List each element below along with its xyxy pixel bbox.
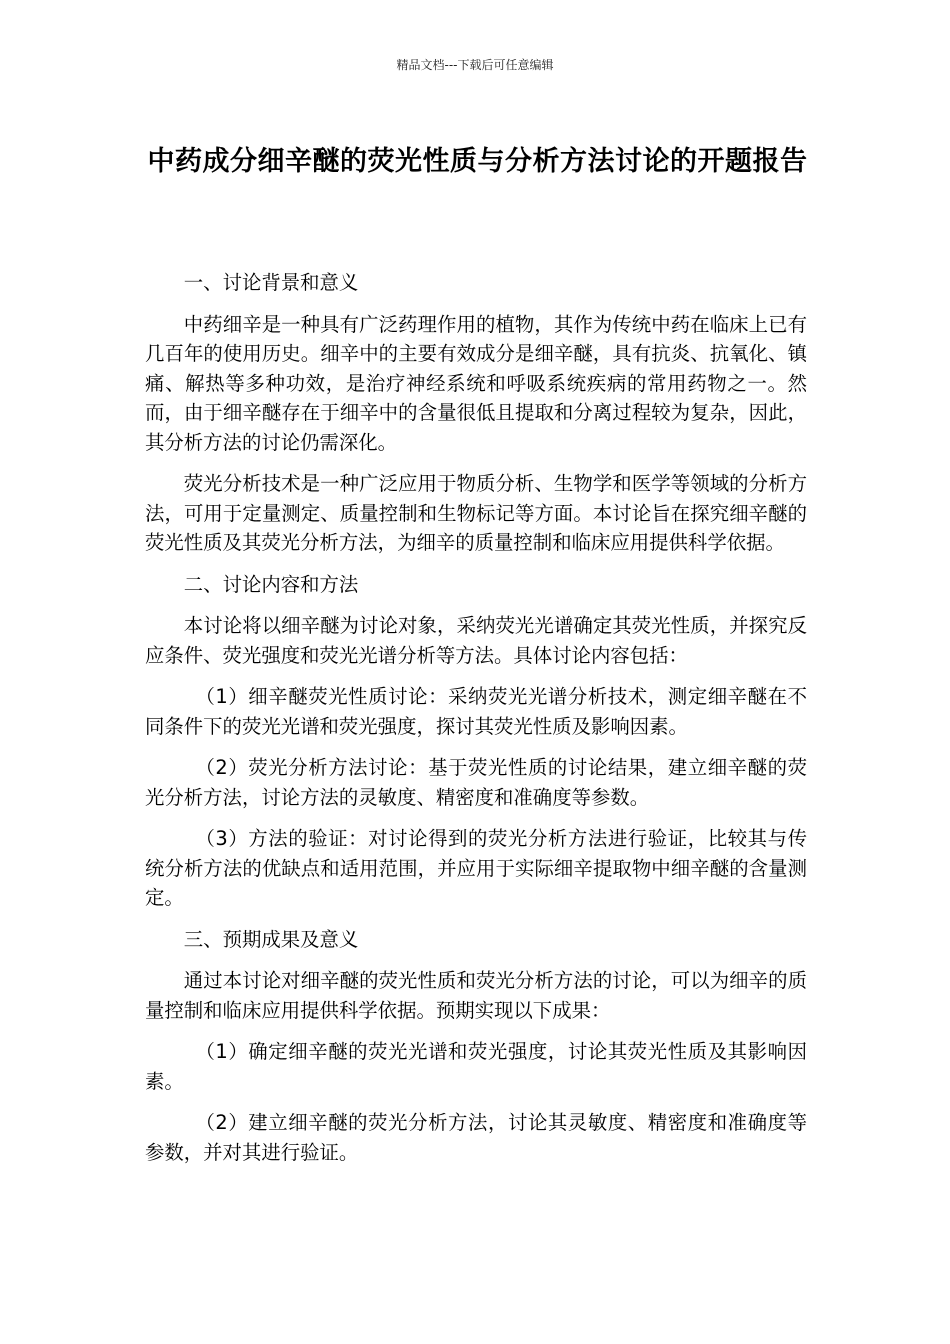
section-1-paragraph-2: 荧光分析技术是一种广泛应用于物质分析、生物学和医学等领域的分析方法，可用于定量测定、质量控制和生物标记等方面。本讨论旨在探究细辛醚的荧光性质及其荧光分析方法，为细辛的质量控制和临床应用提供科学依据。 [145, 472, 807, 554]
section-3-intro: 通过本讨论对细辛醚的荧光性质和荧光分析方法的讨论，可以为细辛的质量控制和临床应用提供科学依据。预期实现以下成果： [145, 969, 807, 1022]
document-body [145, 268, 807, 1179]
header-note: 精品文档---下载后可任意编辑 [396, 58, 554, 72]
section-2-item-3: （3）方法的验证：对讨论得到的荧光分析方法进行验证，比较其与传统分析方法的优缺点和适用范围，并应用于实际细辛提取物中细辛醚的含量测定。 [145, 827, 807, 909]
document-title: 中药成分细辛醚的荧光性质与分析方法讨论的开题报告 [147, 146, 808, 177]
section-2-intro: 本讨论将以细辛醚为讨论对象，采纳荧光光谱确定其荧光性质，并探究反应条件、荧光强度和荧光光谱分析等方法。具体讨论内容包括： [145, 614, 807, 667]
section-1-heading: 一、讨论背景和意义 [183, 271, 359, 294]
section-3-heading: 三、预期成果及意义 [183, 927, 359, 951]
section-1-paragraph-1: 中药细辛是一种具有广泛药理作用的植物，其作为传统中药在临床上已有几百年的使用历史。细辛中的主要有效成分是细辛醚，具有抗炎、抗氧化、镇痛、解热等多种功效，是治疗神经系统和呼吸系统疾病的常用药物之一。然而，由于细辛醚存在于细辛中的含量很低且提取和分离过程较为复杂，因此，其分析方法的讨论仍需深化。 [145, 312, 807, 454]
section-2-item-2: （2）荧光分析方法讨论：基于荧光性质的讨论结果，建立细辛醚的荧光分析方法，讨论方法的灵敏度、精密度和准确度等参数。 [145, 756, 807, 809]
section-2-heading: 二、讨论内容和方法 [183, 572, 359, 596]
section-3-item-2: （2）建立细辛醚的荧光分析方法，讨论其灵敏度、精密度和准确度等参数，并对其进行验证。 [145, 1111, 807, 1164]
section-2-item-1: （1）细辛醚荧光性质讨论：采纳荧光光谱分析技术，测定细辛醚在不同条件下的荧光光谱和荧光强度，探讨其荧光性质及影响因素。 [145, 685, 807, 738]
section-3-item-1: （1）确定细辛醚的荧光光谱和荧光强度，讨论其荧光性质及其影响因素。 [145, 1040, 807, 1093]
